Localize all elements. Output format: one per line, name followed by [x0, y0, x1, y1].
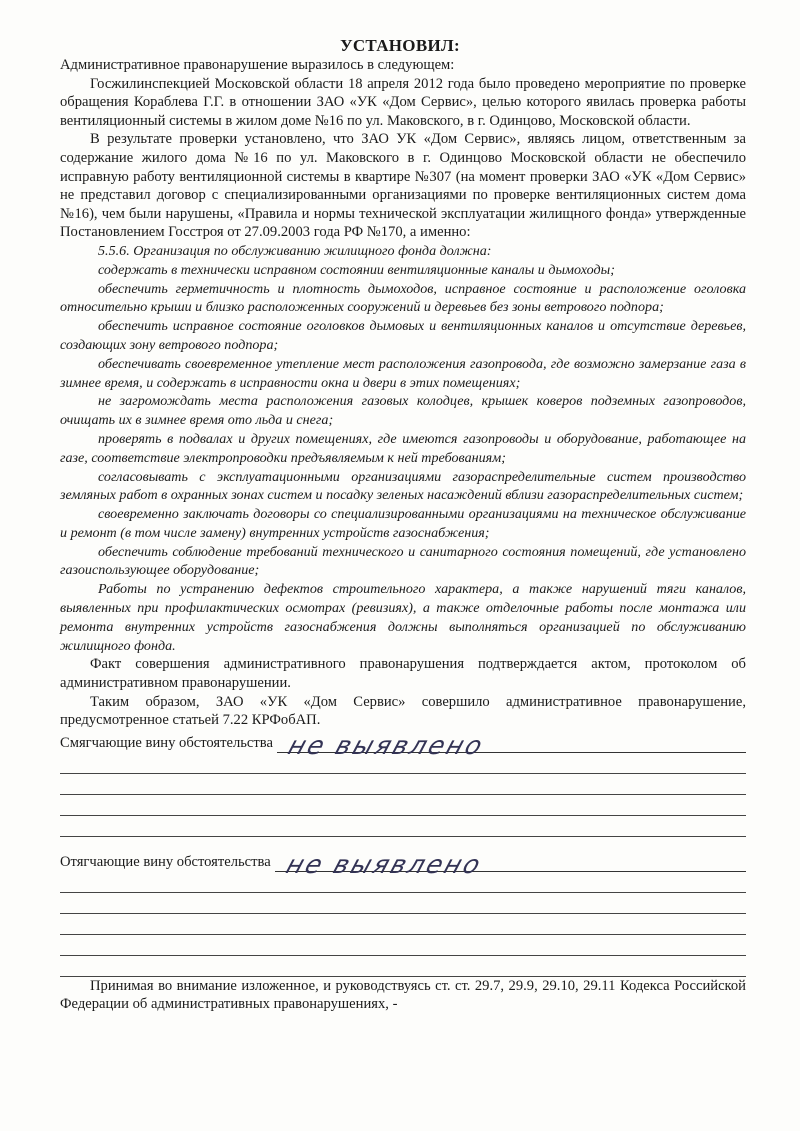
paragraph-evidence: Факт совершения административного правонарушения подтверждается актом, протоколом об административном правонарушении.	[60, 656, 746, 692]
rule-item: обеспечить герметичность и плотность дымоходов, исправное состояние и расположение оголовка относительно крыши и близко расположенных сооружений и деревьев без зоны ветрового подпора;	[60, 280, 746, 316]
rule-item: проверять в подвалах и других помещениях, где имеются газопроводы и оборудование, работающее на газе, соответствие электропроводки предъявляемым к ней требованиям;	[60, 430, 746, 466]
aggravating-fill-line	[275, 850, 746, 880]
rule-item: обеспечить исправное состояние оголовков дымовых и вентиляционных каналов и отсутствие деревьев, создающих зону ветрового подпора;	[60, 318, 746, 353]
rule-item: Работы по устранению дефектов строительного характера, а также нарушений тяги каналов, выявленных при профилактических осмотрах (ревизиях), а также отделочные работы после монтажа или ремонта внутренних устройств газоснабжения должны выполняться организацией по обслуживанию жилищного фонда.	[60, 581, 746, 654]
aggravating-circumstances	[60, 850, 746, 880]
rule-item: не загромождать места расположения газовых колодцев, крышек коверов подземных газопроводов, очищать их в зимнее время ото льда и снега;	[60, 393, 746, 429]
mitigating-label: Смягчающие вину обстоятельства	[60, 735, 273, 752]
document-title: УСТАНОВИЛ:	[340, 36, 460, 55]
paragraph-findings: В результате проверки установлено, что ЗАО УК «Дом Сервис», являясь лицом, ответственным за содержание жилого дома №16 по ул. Маковского в г. Одинцово Московской области не обеспечило исправную работу вентиляционной системы в квартире №307 (на момент проверки ЗАО «УК «Дом Сервис» не представил договор с специализированными организациями по проверке вентиляционных систем дома №16), чем были нарушены, «Правила и нормы технической эксплуатации жилищного фонда» утвержденные Постановлением Госстроя от 27.09.2003 года РФ №170, а именно:	[60, 131, 746, 241]
document-body	[60, 56, 746, 1014]
rules-quote	[60, 242, 746, 656]
rule-item: согласовывать с эксплуатационными организациями газораспределительные систем производство земляных работ в охранных зонах систем и посадку зеленых насаждений вблизи газораспределительных систем;	[60, 468, 746, 504]
aggravating-handwritten: не выявлено	[282, 850, 487, 880]
rule-item: 5.5.6. Организация по обслуживанию жилищного фонда должна:	[98, 242, 492, 259]
blank-line	[60, 914, 746, 935]
blank-line	[60, 893, 746, 914]
aggravating-label: Отягчающие вину обстоятельства	[60, 854, 271, 871]
rule-item: обеспечивать своевременное утепление мест расположения газопровода, где возможно замерзание газа в зимнее время, и содержать в исправности окна и двери в этих помещениях;	[60, 355, 746, 391]
rule-item: обеспечить соблюдение требований технического и санитарного состояния помещений, где установлено газоиспользующее оборудование;	[60, 543, 746, 579]
rule-item: своевременно заключать договоры со специализированными организациями на техническое обслуживание и ремонт (в том числе замену) внутренних устройств газоснабжения;	[60, 506, 746, 541]
paragraph-final: Принимая во внимание изложенное, и руководствуясь ст. ст. 29.7, 29.9, 29.10, 29.11 Кодекса Российской Федерации об административных правонарушениях, -	[60, 977, 746, 1013]
mitigating-handwritten: не выявлено	[284, 731, 489, 761]
mitigating-fill-line	[277, 731, 746, 761]
blank-line	[60, 795, 746, 816]
blank-line	[60, 956, 746, 977]
rule-item: содержать в технически исправном состоянии вентиляционные каналы и дымоходы;	[98, 261, 615, 278]
blank-line	[60, 935, 746, 956]
paragraph-conclusion: Таким образом, ЗАО «УК «Дом Сервис» совершило административное правонарушение, предусмотренное статьей 7.22 КРФобАП.	[60, 693, 746, 729]
blank-line	[60, 774, 746, 795]
mitigating-circumstances	[60, 731, 746, 761]
paragraph-inspection: Госжилинспекцией Московской области 18 апреля 2012 года было проведено мероприятие по проверке обращения Кораблева Г.Г. в отношении ЗАО «УК «Дом Сервис», целью которого явилась проверка работы вентиляционный системы в жилом доме №16 по ул. Маковского, в г. Одинцово, Московской области.	[60, 75, 746, 129]
blank-line	[60, 816, 746, 837]
intro-line: Административное правонарушение выразилось в следующем:	[60, 57, 455, 73]
